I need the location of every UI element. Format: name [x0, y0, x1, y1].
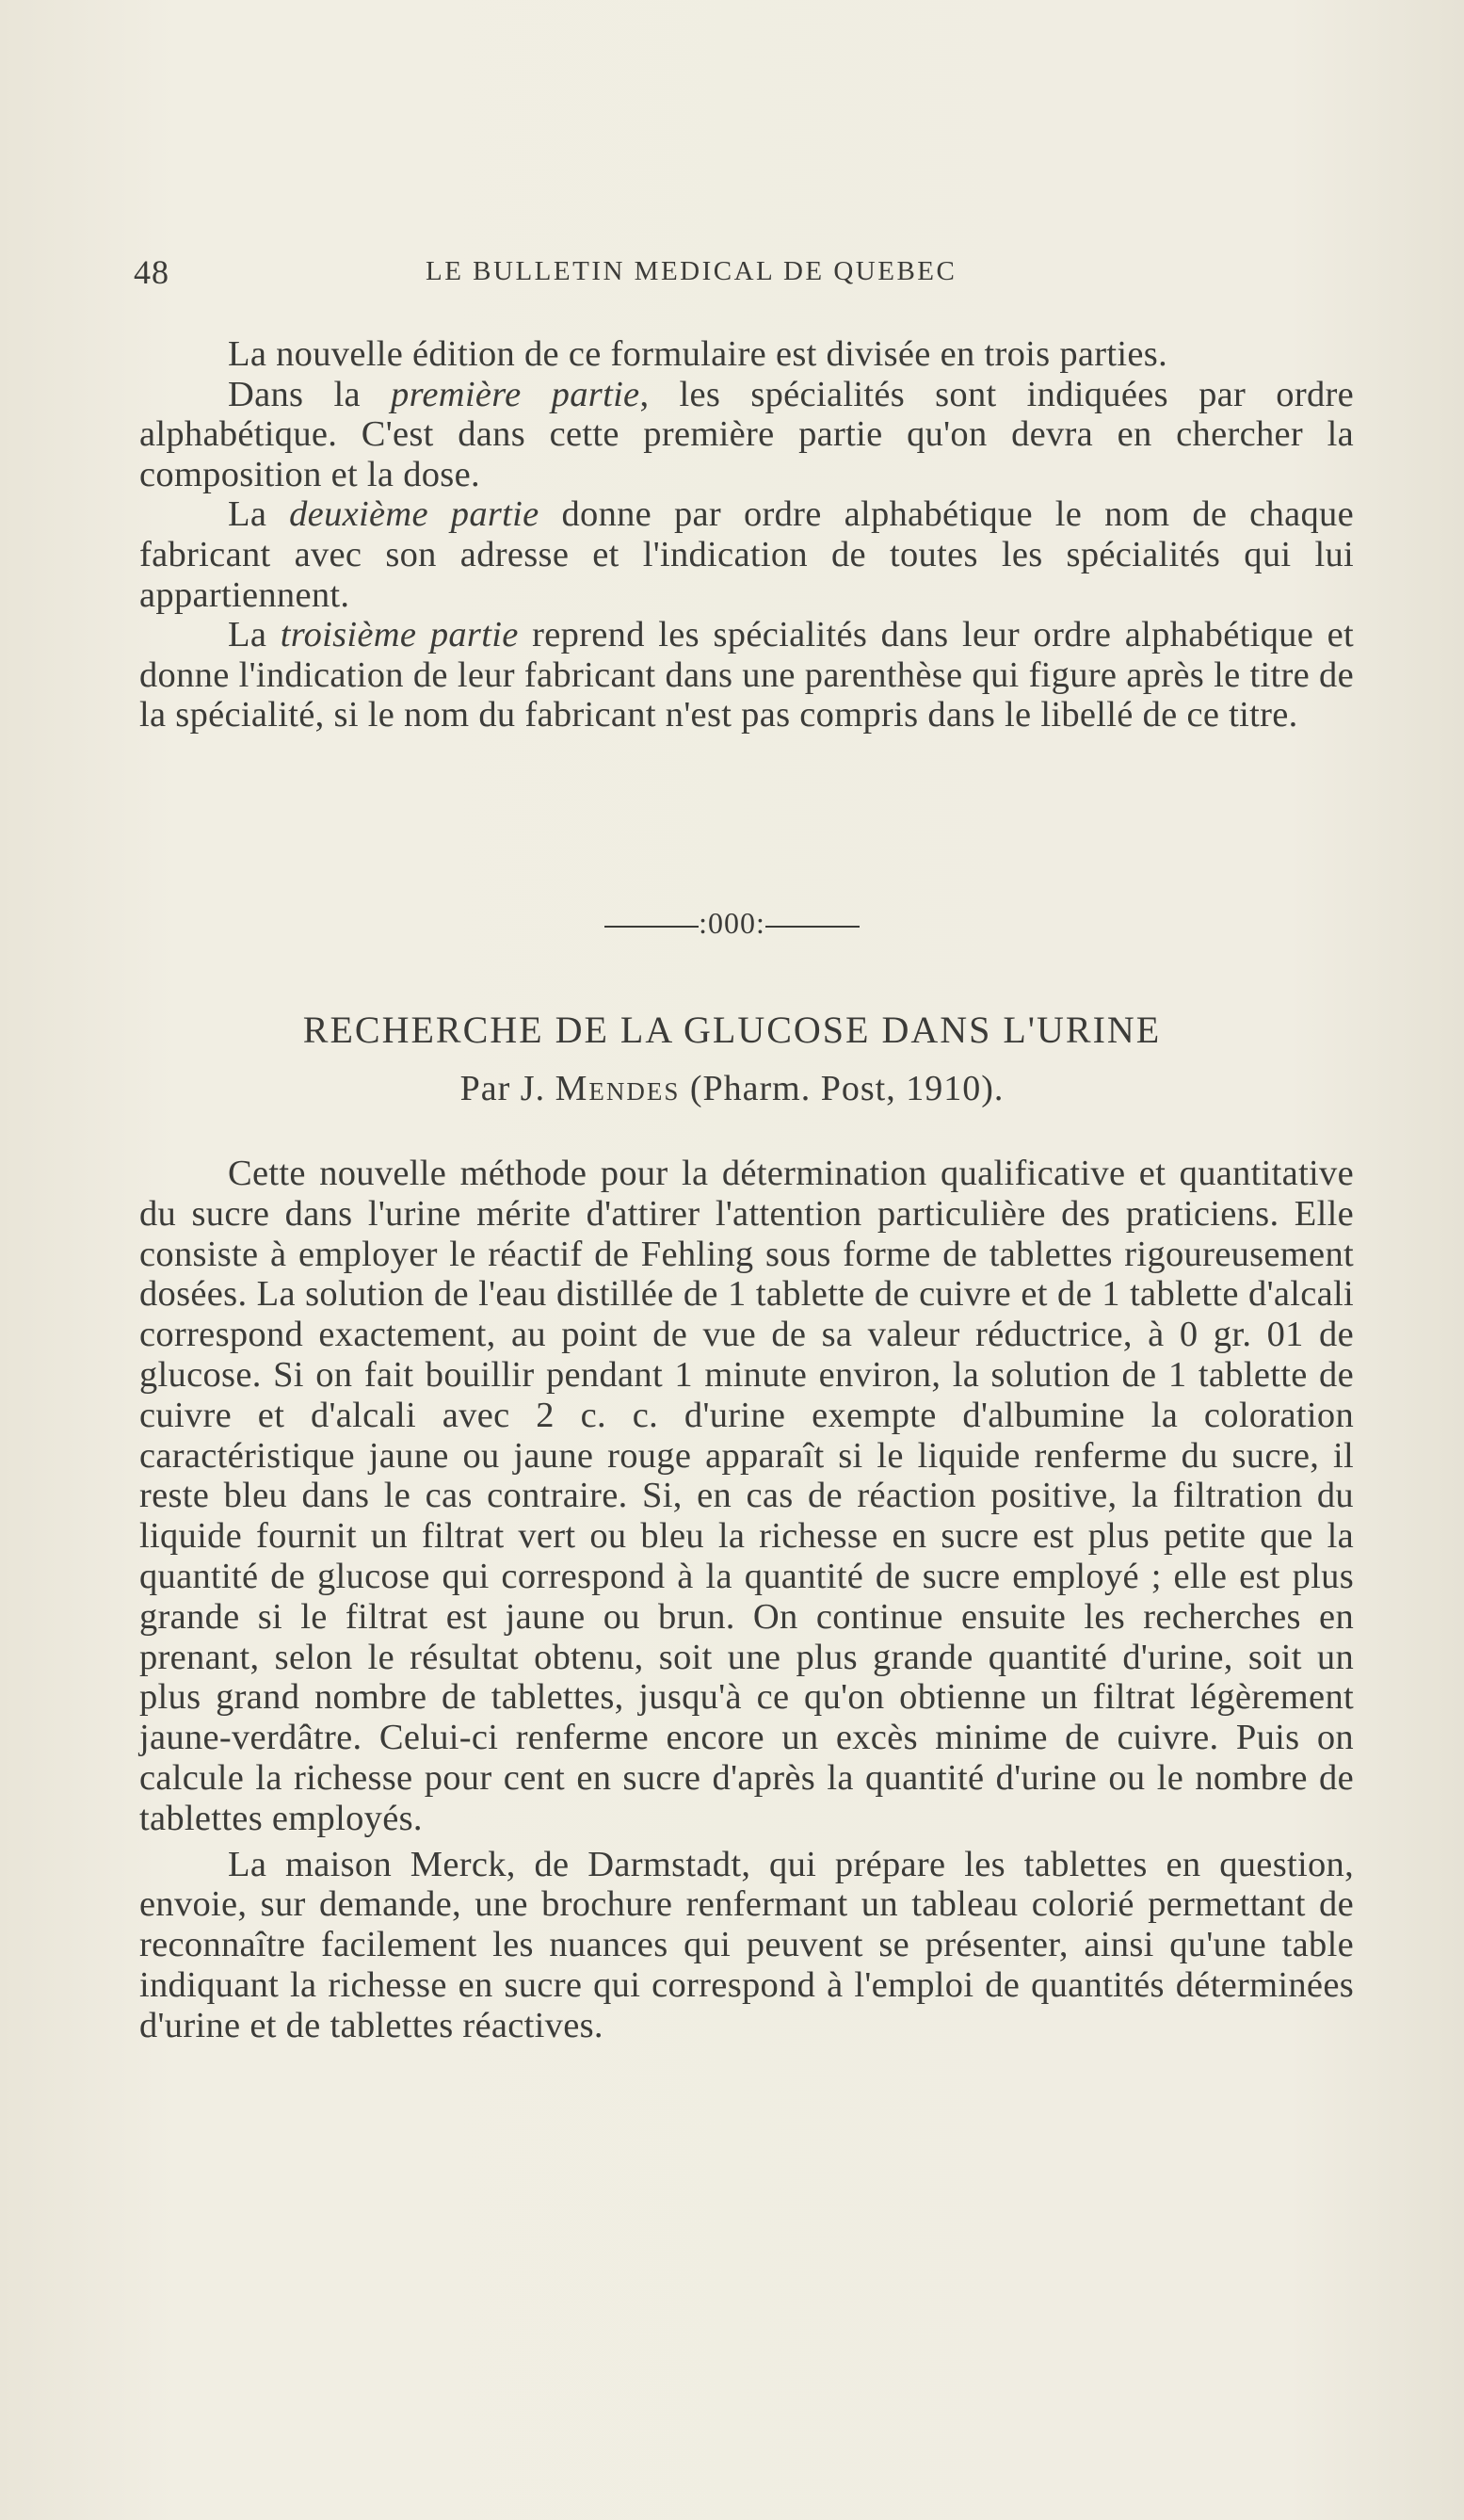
- text-run: , les spécialités sont indiquées par ordre alphabétique. C'est dans cette première partie qu'on devra en chercher la composition et la dose.: [139, 374, 1355, 494]
- separator-rule-left: [604, 926, 699, 928]
- text-run: La: [228, 615, 281, 655]
- text-run: La: [228, 494, 290, 535]
- text-run: donne par ordre alphabétique le nom de chaque fabricant avec son adresse et l'indication de toutes les spécialités qui lui appartiennent.: [139, 494, 1354, 615]
- byline-source: (Pharm. Post, 1910).: [680, 1069, 1005, 1108]
- article-byline: [0, 1068, 1464, 1109]
- paragraph-method: Cette nouvelle méthode pour la détermination qualificative et quantitative du sucre dans l'urine mérite d'attirer l'attention particulière des praticiens. Elle consiste à employer le réactif de Fehling sous forme de tablettes rigoureusement dosées. La solution de l'eau distillée de 1 tablette de cuivre et de 1 tablette d'alcali correspond exactement, au point de vue de sa valeur réductrice, à 0 gr. 01 de glucose. Si on fait bouillir pendant 1 minute environ, la solution de 1 tablette de cuivre et d'alcali avec 2 c. c. d'urine exempte d'albumine la coloration caractéristique jaune ou jaune rouge apparaît si le liquide renferme du sucre, il reste bleu dans le cas contraire. Si, en cas de réaction positive, la filtration du liquide fournit un filtrat vert ou bleu la richesse en sucre est plus petite que la quantité de glucose qui correspond à la quantité de sucre employé ; elle est plus grande si le filtrat est jaune ou brun. On continue ensuite les recherches en prenant, selon le résultat obtenu, soit une plus grande quantité d'urine, soit un plus grand nombre de tablettes, jusqu'à ce qu'on obtienne un filtrat légèrement jaune-verdâtre. Celui-ci renferme encore un excès minime de cuivre. Puis on calcule la richesse pour cent en sucre d'après la quantité d'urine ou le nombre de tablettes employés.: [139, 1154, 1354, 1838]
- article-title: RECHERCHE DE LA GLUCOSE DANS L'URINE: [302, 1009, 1162, 1051]
- page-number: 48: [134, 253, 169, 291]
- paragraph-merck: La maison Merck, de Darmstadt, qui prépare les tablettes en question, envoie, sur demande, une brochure renfermant un tableau colorié permettant de reconnaître facilement les nuances qui peuvent se présenter, ainsi qu'une table indiquant la richesse en sucre qui correspond à l'emploi de quantités déterminées d'urine et de tablettes réactives.: [139, 1844, 1354, 2045]
- paragraph-troisieme-partie: [139, 615, 1354, 735]
- paragraph-deuxieme-partie: [139, 494, 1354, 615]
- emphasis-deuxieme-partie: deuxième partie: [289, 494, 539, 535]
- paragraph-premiere-partie: [139, 375, 1354, 495]
- journal-title: LE BULLETIN MEDICAL DE QUEBEC: [426, 256, 957, 286]
- emphasis-troisieme-partie: troisième partie: [280, 615, 519, 655]
- separator-rule-right: [765, 926, 860, 928]
- emphasis-premiere-partie: première partie: [391, 374, 640, 414]
- text-run: reprend les spécialités dans leur ordre alphabétique et donne l'indication de leur fabricant dans une parenthèse qui figure après le titre de la spécialité, si le nom du fabricant n'est pas compris dans le libellé de ce titre.: [139, 615, 1354, 735]
- paragraph-intro: La nouvelle édition de ce formulaire est divisée en trois parties.: [228, 334, 1167, 374]
- author-name: Mendes: [555, 1069, 681, 1108]
- separator-text: :000:: [699, 906, 765, 940]
- byline-prefix: Par J.: [459, 1069, 555, 1108]
- text-run: Dans la: [228, 374, 392, 414]
- running-head: [134, 252, 1358, 294]
- article-body: [139, 1154, 1354, 2046]
- formulaire-section: [139, 334, 1354, 735]
- section-separator: [0, 906, 1464, 941]
